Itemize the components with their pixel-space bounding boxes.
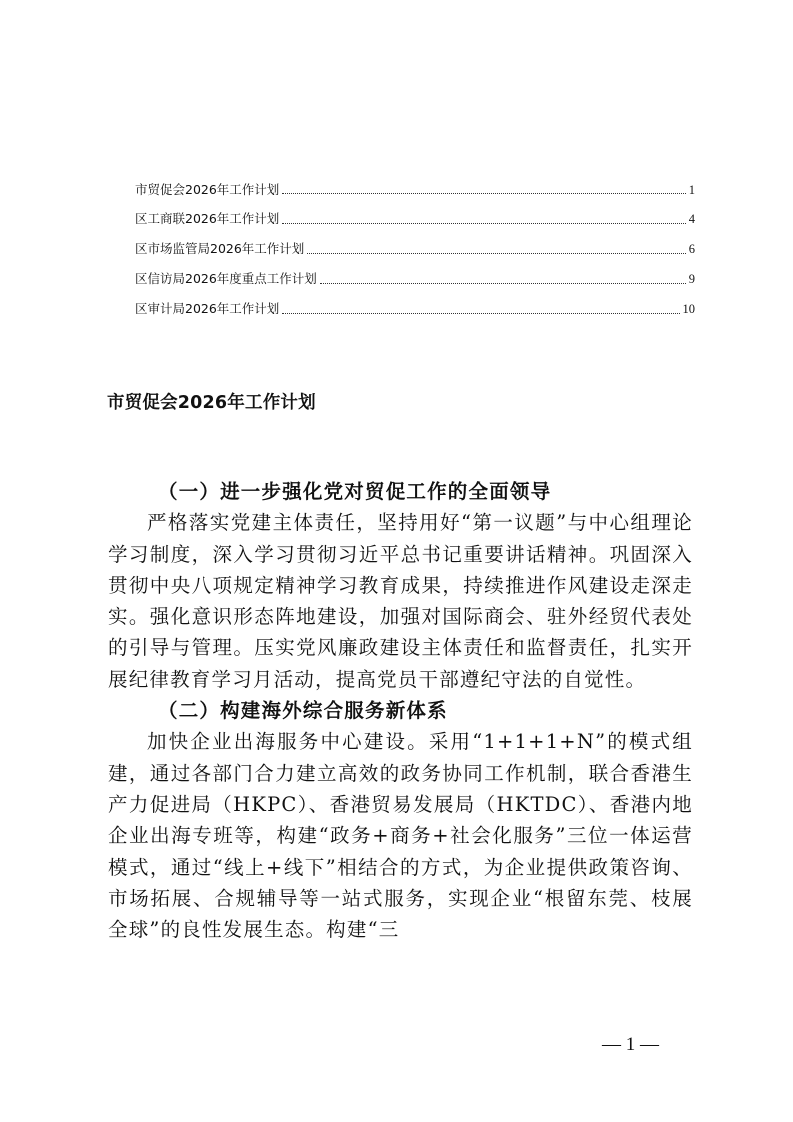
toc-entry[interactable]: [135, 264, 695, 294]
toc-entry-page: 4: [688, 212, 695, 227]
subsection-heading: （一）进一步强化党对贸促工作的全面领导: [158, 480, 552, 503]
table-of-contents: [135, 175, 695, 324]
toc-leader-dots: [282, 313, 679, 314]
toc-entry-page: 1: [688, 182, 695, 197]
toc-entry-page: 6: [688, 242, 695, 257]
document-body: [108, 476, 693, 945]
toc-leader-dots: [282, 193, 685, 194]
toc-entry[interactable]: [135, 175, 695, 205]
paragraph: 加快企业出海服务中心建设。采用“1+1+1+N”的模式组建，通过各部门合力建立高效的政务协同工作机制，联合香港生产力促进局（HKPC）、香港贸易发展局（HKTDC）、香港内地企业出海专班等，构建“政务+商务+社会化服务”三位一体运营模式，通过“线上+线下”相结合的方式，为企业提供政策咨询、市场拓展、合规辅导等一站式服务，实现企业“根留东莞、枝展全球”的良性发展生态。构建“三: [108, 730, 693, 942]
toc-entry-page: 10: [682, 301, 695, 316]
paragraph: 严格落实党建主体责任，坚持用好“第一议题”与中心组理论学习制度，深入学习贯彻习近平总书记重要讲话精神。巩固深入贯彻中央八项规定精神学习教育成果，持续推进作风建设走深走实。强化意识形态阵地建设，加强对国际商会、驻外经贸代表处的引导与管理。压实党风廉政建设主体责任和监督责任，扎实开展纪律教育学习月活动，提高党员干部遵纪守法的自觉性。: [108, 511, 693, 691]
subsection-heading: （二）构建海外综合服务新体系: [158, 699, 448, 723]
toc-entry-title: 市贸促会2026年工作计划: [135, 181, 280, 197]
toc-entry[interactable]: [135, 205, 695, 235]
toc-leader-dots: [282, 223, 685, 224]
toc-entry-title: 区工商联2026年工作计划: [135, 211, 280, 227]
toc-entry-title: 区审计局2026年工作计划: [135, 300, 280, 316]
toc-entry-page: 9: [688, 272, 695, 287]
toc-entry-title: 区市场监管局2026年工作计划: [135, 241, 305, 257]
section-title: 市贸促会2026年工作计划: [107, 393, 316, 413]
toc-entry[interactable]: [135, 235, 695, 265]
toc-entry[interactable]: [135, 294, 695, 324]
toc-leader-dots: [320, 283, 686, 284]
toc-leader-dots: [307, 253, 685, 254]
toc-entry-title: 区信访局2026年度重点工作计划: [135, 271, 317, 287]
page-number: — 1 —: [602, 1034, 659, 1055]
